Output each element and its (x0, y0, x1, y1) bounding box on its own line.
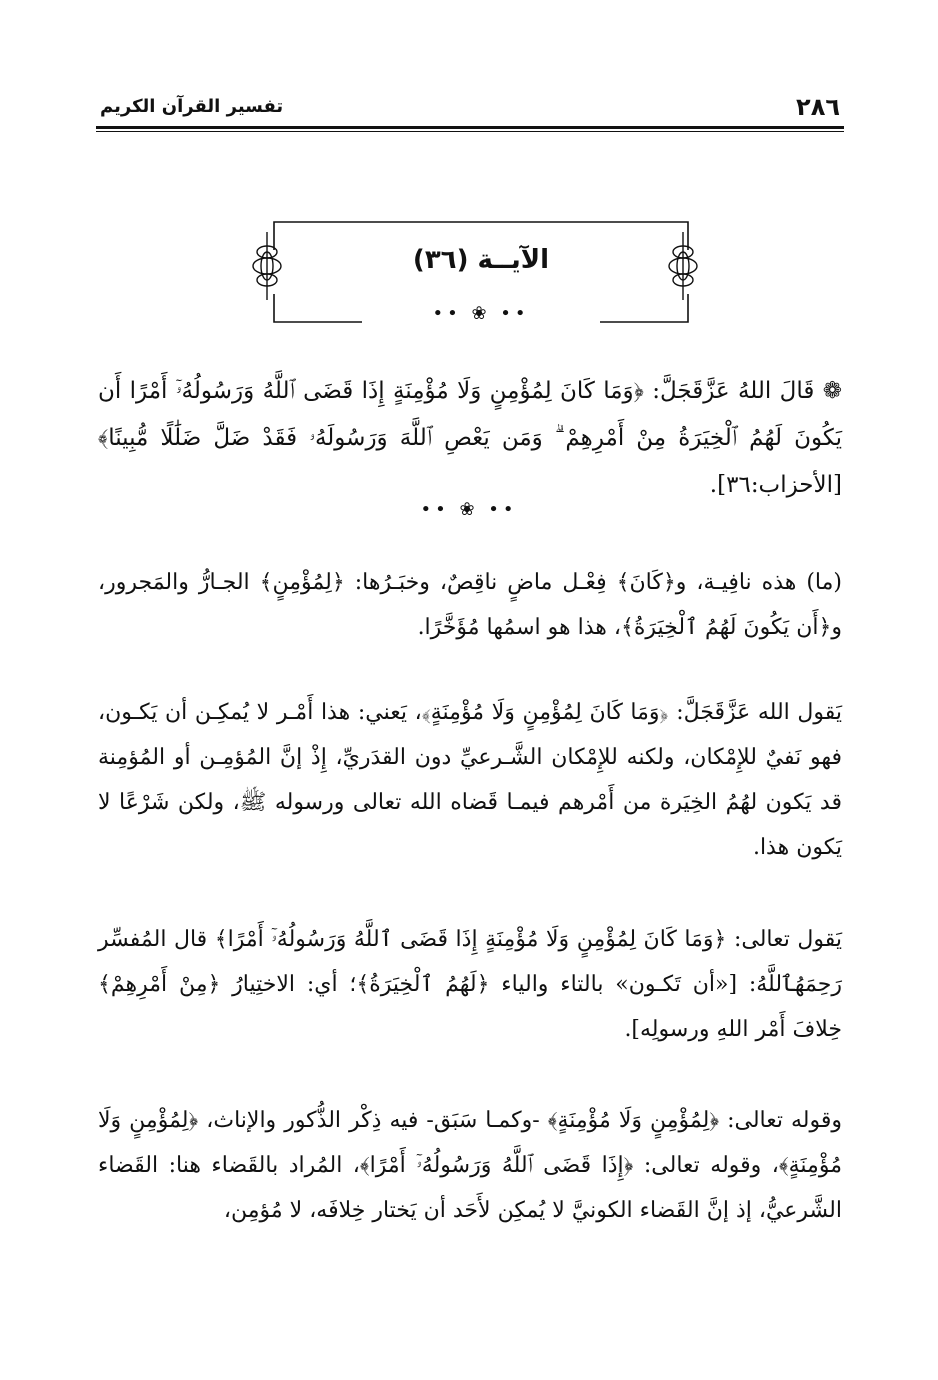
frame-ornament: •• ❀ •• (432, 303, 530, 324)
knot-ornament-icon (250, 232, 284, 300)
ayah-title-frame (272, 220, 690, 324)
ayah-title: الآيــة (٣٦) (412, 245, 550, 275)
paragraph: وقوله تعالى: ﴿لِمُؤْمِنٍ وَلَا مُؤْمِنَةٍ﴾ -وكمـا سَبَق- فيه ذِكْر الذُّكور والإناث، ﴿لِمُؤْمِنٍ وَلَا مُؤْمِنَةٍ﴾، وقوله تعالى: ﴿إِذَا قَضَى ٱللَّهُ وَرَسُولُهُۥٓ أَمْرًا﴾، المُراد بالقَضاء هنا: القَضاء الشَّرعيُّ، إذ إنَّ القَضاء الكونيَّ لا يُمكِن لأَحَد أن يَختار خِلافَه، لا مُؤمِن، (98, 1108, 842, 1223)
header-rule-thin (96, 131, 844, 132)
paragraph: (ما) هذه نافِيـة، و﴿كَانَ﴾ فِعْـل ماضٍ ناقِصٌ، وخبَـرُها: ﴿لِمُؤْمِنٍ﴾ الجـارُّ والمَجرور، و﴿أَن يَكُونَ لَهُمُ ٱلْخِيَرَةُ﴾، هذا هو اسمُها مُؤَخَّرًا. (98, 570, 842, 640)
knot-ornament-icon (666, 232, 700, 300)
running-header (100, 92, 840, 126)
header-rule (96, 126, 844, 129)
book-title: تفسير القرآن الكريم (100, 96, 284, 117)
quran-verse: ❁ قَالَ اللهُ عَزَّقَجَلَّ: ﴿وَمَا كَانَ لِمُؤْمِنٍ وَلَا مُؤْمِنَةٍ إِذَا قَضَى ٱللَّهُ وَرَسُولُهُۥٓ أَمْرًا أَن يَكُونَ لَهُمُ ٱلْخِيَرَةُ مِنْ أَمْرِهِمْ ۗ وَمَن يَعْصِ ٱللَّهَ وَرَسُولَهُۥ فَقَدْ ضَلَّ ضَلَٰلًا مُّبِينًا﴾ [الأحزاب:٣٦]. (98, 378, 842, 498)
page-number: ٢٨٦ (796, 93, 840, 121)
paragraph: يَقول تعالى: ﴿وَمَا كَانَ لِمُؤْمِنٍ وَلَا مُؤْمِنَةٍ إِذَا قَضَى ٱللَّهُ وَرَسُولُهُۥٓ أَمْرًا﴾ قال المُفسِّر رَحِمَهُٱللَّهُ: [«أن تَكـون» بالتاء والياء ﴿لَهُمُ ٱلْخِيَرَةُ﴾؛ أي: الاختِيارُ ﴿مِنْ أَمْرِهِمْ﴾ خِلافَ أَمْر اللهِ ورسولِه]. (98, 927, 842, 1042)
section-separator: •• ❀ •• (420, 499, 518, 520)
paragraph: يَقول الله عَزَّقَجَلَّ: ﴿وَمَا كَانَ لِمُؤْمِنٍ وَلَا مُؤْمِنَةٍ﴾، يَعني: هذا أَمْـر لا يُمكِـن أن يَكـون، فهو نَفيٌ للإِمْكان، ولكنه للإِمْكان الشَّـرعيِّ دون القدَريِّ، إِذْ إنَّ المُؤمِـن أو المُؤمِنة قد يَكون لهُمُ الخِيَرة من أَمْرهم فيمـا قَضاه الله تعالى ورسوله ﷺ، ولكن شَرْعًا لا يَكون هذا. (98, 700, 842, 860)
